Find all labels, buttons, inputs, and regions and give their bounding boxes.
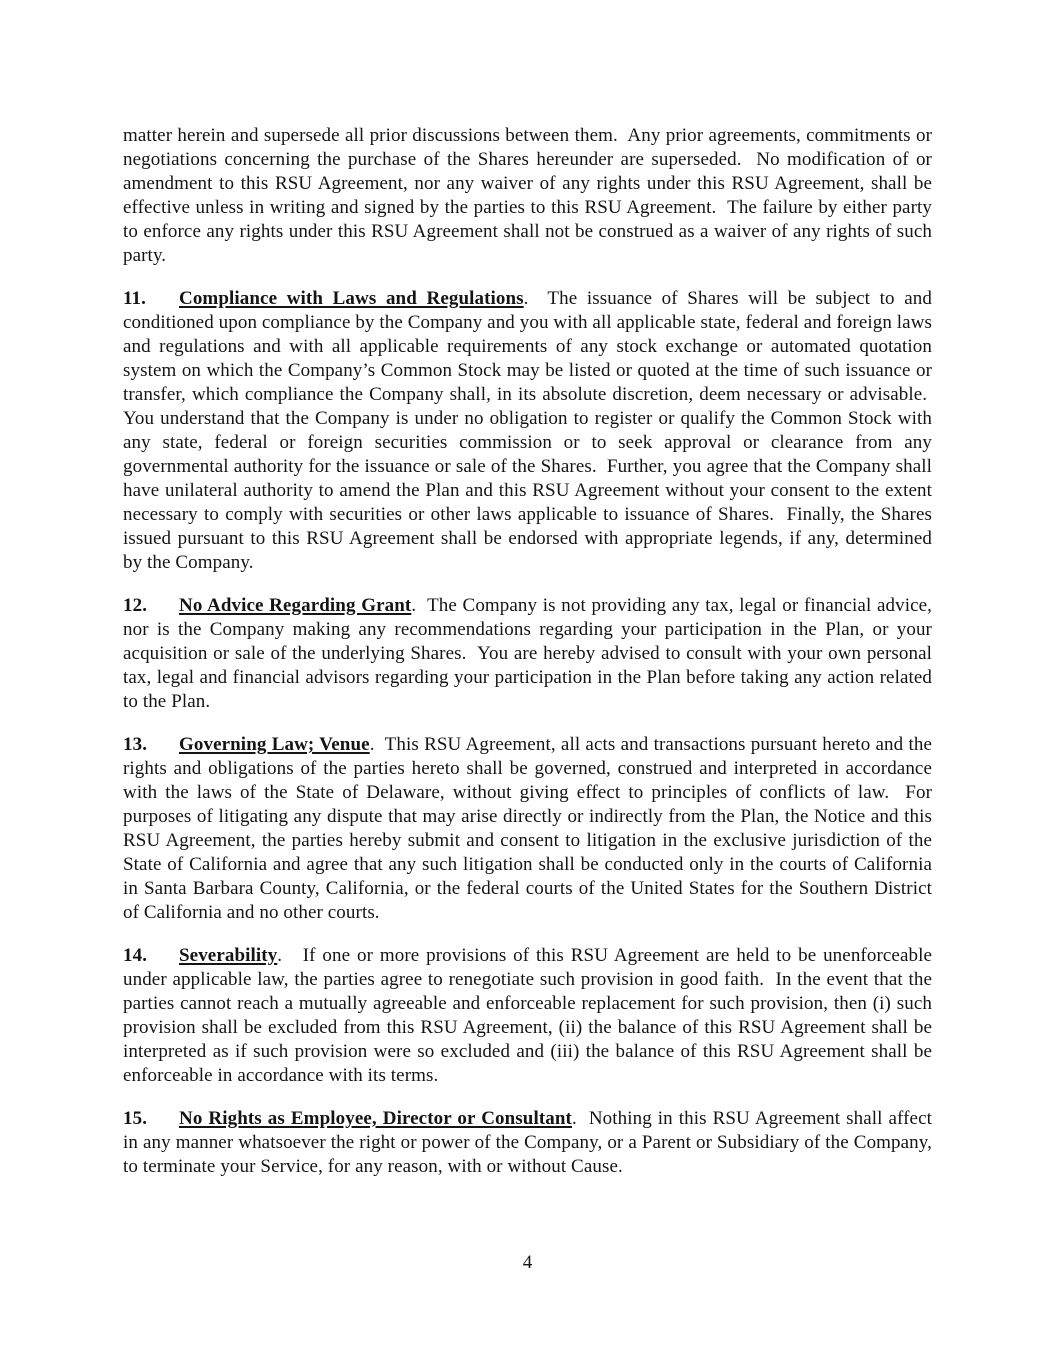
- section-14: [123, 944, 932, 1088]
- page-number: 4: [522, 1252, 533, 1273]
- section-11: [123, 287, 932, 575]
- section-11-heading: Compliance with Laws and Regulations: [179, 288, 524, 309]
- section-13: [123, 733, 932, 925]
- section-12-number: 12.: [123, 595, 148, 616]
- section-15-body: . Nothing in this RSU Agreement shall affect in any manner whatsoever the right or power of the Company, or a Parent or Subsidiary of the Company, to terminate your Service, for any reason, with or without Cause.: [123, 1108, 932, 1177]
- section-14-number: 14.: [123, 945, 148, 966]
- section-14-body: . If one or more provisions of this RSU Agreement are held to be unenforceable under applicable law, the parties agree to renegotiate such provision in good faith. In the event that the parties cannot reach a mutually agreeable and enforceable replacement for such provision, then (i) such provision shall be excluded from this RSU Agreement, (ii) the balance of this RSU Agreement shall be interpreted as if such provision were so excluded and (iii) the balance of this RSU Agreement shall be enforceable in accordance with its terms.: [123, 945, 932, 1086]
- section-11-body: . The issuance of Shares will be subject to and conditioned upon compliance by the Company and you with all applicable state, federal and foreign laws and regulations and with all applicable requirements of any stock exchange or automated quotation system on which the Company’s Common Stock may be listed or quoted at the time of such issuance or transfer, which compliance the Company shall, in its absolute discretion, deem necessary or advisable. You understand that the Company is under no obligation to register or qualify the Common Stock with any state, federal or foreign securities commission or to seek approval or clearance from any governmental authority for the issuance or sale of the Shares. Further, you agree that the Company shall have unilateral authority to amend the Plan and this RSU Agreement without your consent to the extent necessary to comply with securities or other laws applicable to issuance of Shares. Finally, the Shares issued pursuant to this RSU Agreement shall be endorsed with appropriate legends, if any, determined by the Company.: [123, 288, 933, 573]
- section-15: [123, 1107, 932, 1179]
- section-12: [123, 594, 932, 714]
- section-13-body: . This RSU Agreement, all acts and transactions pursuant hereto and the rights and obligations of the parties hereto shall be governed, construed and interpreted in accordance with the laws of the State of Delaware, without giving effect to principles of conflicts of law. For purposes of litigating any dispute that may arise directly or indirectly from the Plan, the Notice and this RSU Agreement, the parties hereby submit and consent to litigation in the exclusive jurisdiction of the State of California and agree that any such litigation shall be conducted only in the courts of California in Santa Barbara County, California, or the federal courts of the United States for the Southern District of California and no other courts.: [123, 734, 932, 923]
- continuation-paragraph: matter herein and supersede all prior discussions between them. Any prior agreements, commitments or negotiations concerning the purchase of the Shares hereunder are superseded. No modification of or amendment to this RSU Agreement, nor any waiver of any rights under this RSU Agreement, shall be effective unless in writing and signed by the parties to this RSU Agreement. The failure by either party to enforce any rights under this RSU Agreement shall not be construed as a waiver of any rights of such party.: [123, 125, 932, 266]
- section-13-number: 13.: [123, 734, 148, 755]
- section-11-number: 11.: [123, 288, 147, 309]
- section-12-heading: No Advice Regarding Grant: [179, 595, 412, 616]
- section-15-number: 15.: [123, 1108, 148, 1129]
- section-12-body: . The Company is not providing any tax, legal or financial advice, nor is the Company making any recommendations regarding your participation in the Plan, or your acquisition or sale of the underlying Shares. You are hereby advised to consult with your own personal tax, legal and financial advisors regarding your participation in the Plan before taking any action related to the Plan.: [123, 595, 932, 712]
- section-15-heading: No Rights as Employee, Director or Consultant: [179, 1108, 572, 1129]
- section-14-heading: Severability: [179, 945, 278, 966]
- section-13-heading: Governing Law; Venue: [179, 734, 370, 755]
